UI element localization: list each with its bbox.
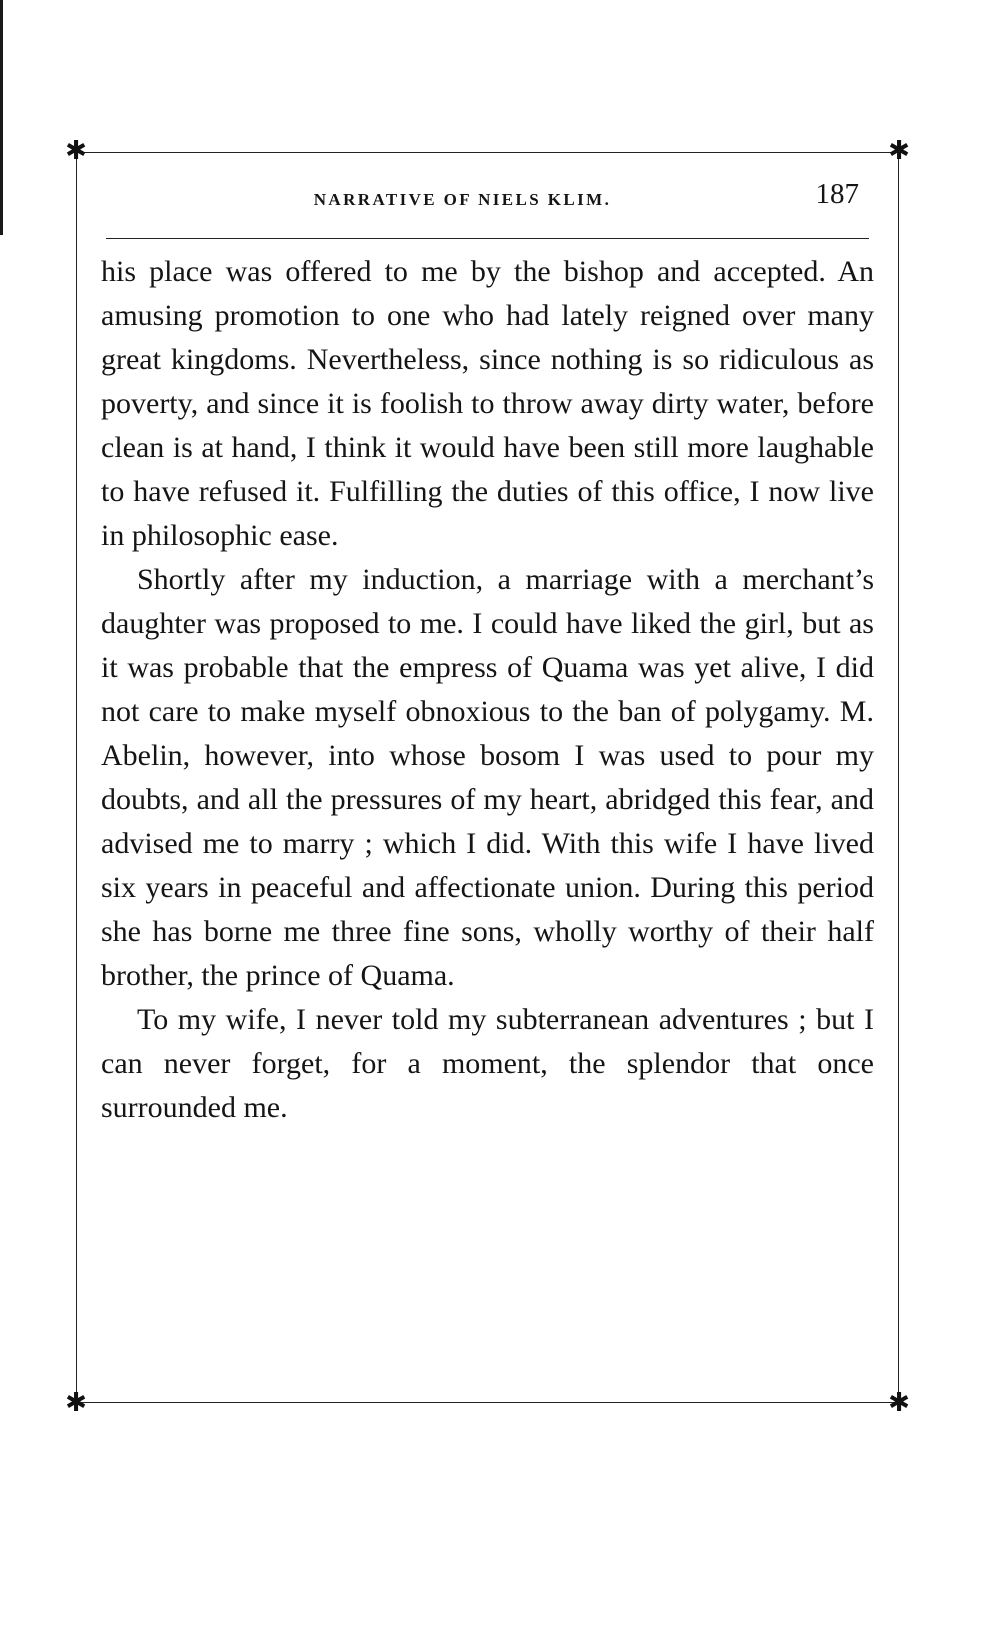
- header-rule: [106, 238, 869, 239]
- page-border-frame: [65, 136, 910, 1418]
- border-bottom-rule: [76, 1402, 899, 1403]
- running-title: NARRATIVE OF NIELS KLIM.: [313, 190, 612, 209]
- corner-ornament-icon: ✱: [888, 1388, 910, 1418]
- paragraph: To my wife, I never told my subterranean adventures ; but I can never forget, for a moment, the splendor that once surrounded me.: [101, 1003, 874, 1124]
- page-edge-shadow: [0, 0, 3, 235]
- paragraph: his place was offered to me by the bishop and accepted. An amusing promotion to one who had lately reigned over many great kingdoms. Nevertheless, since nothing is so ridiculous as poverty, and since it is foolish to throw away dirty water, before clean is at hand, I think it would have been still more laughable to have refused it. Fulfilling the duties of this office, I now live in philosophic ease.: [101, 255, 874, 552]
- corner-ornament-icon: ✱: [65, 1388, 87, 1418]
- body-text: [101, 250, 874, 1130]
- paragraph: Shortly after my induction, a marriage with a merchant’s daughter was proposed to me. I could have liked the girl, but as it was probable that the empress of Quama was yet alive, I did not care to make myself obnoxious to the ban of polygamy. M. Abelin, however, into whose bosom I was used to pour my doubts, and all the pressures of my heart, abridged this fear, and advised me to marry ; which I did. With this wife I have lived six years in peaceful and affectionate union. During this period she has borne me three fine sons, wholly worthy of their half brother, the prince of Quama.: [101, 563, 874, 992]
- border-right-rule: [898, 152, 899, 1403]
- page-number: 187: [815, 178, 859, 210]
- running-head: [106, 178, 869, 218]
- corner-ornament-icon: ✱: [888, 136, 910, 166]
- border-left-rule: [76, 152, 77, 1403]
- corner-ornament-icon: ✱: [65, 136, 87, 166]
- border-top-rule: [76, 152, 899, 153]
